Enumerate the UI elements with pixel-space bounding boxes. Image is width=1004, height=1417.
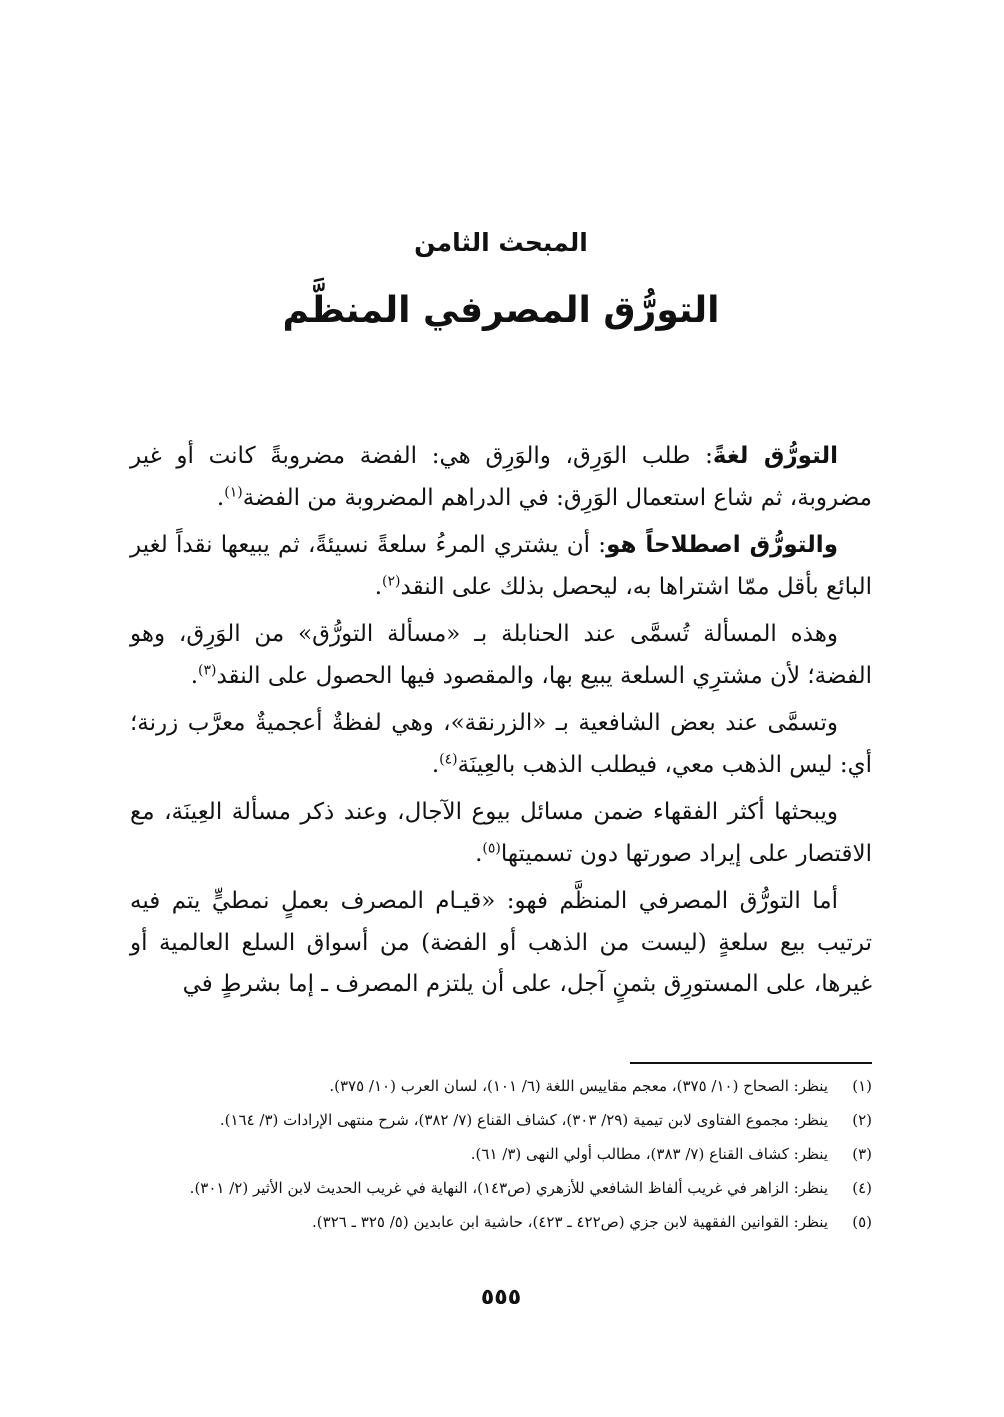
footnote-item: [130, 1174, 872, 1202]
paragraph-text: ويبحثها أكثر الفقهاء ضمن مسائل بيوع الآجال، وعند ذكر مسألة العِينَة، مع الاقتصار على إيراد صورتها دون تسميتها: [130, 799, 872, 867]
paragraph-5: [130, 792, 872, 875]
book-page: [130, 0, 872, 1417]
page-title: التورُّق المصرفي المنظَّم: [282, 290, 720, 331]
footnote-text: ينظر: الزاهر في غريب ألفاظ الشافعي للأزهري (ص١٤٣)، النهاية في غريب الحديث لابن الأثير (٢/ ٣٠١).: [189, 1179, 828, 1197]
footnote-text: ينظر: مجموع الفتاوى لابن تيمية (٢٩/ ٣٠٣)، كشاف القناع (٧/ ٣٨٢)، شرح منتهى الإرادات (٣/ ١٦٤).: [219, 1111, 828, 1129]
footnote-ref[interactable]: (٢): [382, 572, 401, 589]
paragraph-lead: والتورُّق اصطلاحاً هو: [606, 532, 838, 558]
footnote-ref[interactable]: (٤): [439, 750, 458, 767]
paragraph-lead: التورُّق لغةً: [712, 443, 838, 469]
footnote-item: [130, 1140, 872, 1168]
footnote-item: [130, 1072, 872, 1100]
section-label: المبحث الثامن: [414, 228, 588, 257]
footnote-text: ينظر: الصحاح (١٠/ ٣٧٥)، معجم مقاييس اللغة (٦/ ١٠١)، لسان العرب (١٠/ ٣٧٥).: [329, 1077, 828, 1095]
body-text: [130, 436, 872, 1012]
footnote-number: (٥): [852, 1213, 872, 1231]
paragraph-text: أما التورُّق المصرفي المنظَّم فهو: «قيـام المصرف بعملٍ نمطيٍّ يتم فيه ترتيب بيع سلعةٍ (ليست من الذهب أو الفضة) من أسواق السلع العالمية أو غيرها، على المستورِق بثمنٍ آجل، على أن يلتزم المصرف ـ إما بشرطٍ في: [130, 888, 872, 997]
paragraph-text: وتسمَّى عند بعض الشافعية بـ «الزرنقة»، وهي لفظةٌ أعجميةٌ معرَّب زرنة؛ أي: ليس الذهب معي، فيطلب الذهب بالعِينَة: [130, 710, 872, 778]
footnote-ref[interactable]: (٥): [482, 839, 501, 856]
footnote-ref[interactable]: (٣): [198, 661, 217, 678]
footnote-number: (٢): [852, 1111, 872, 1129]
footnote-number: (٣): [852, 1145, 872, 1163]
paragraph-end: .: [374, 573, 383, 600]
paragraph-text: : أن يشتري المرءُ سلعةً نسيئةً، ثم يبيعها نقداً لغير البائع بأقل ممّا اشتراها به، ليحصل بذلك على النقد: [130, 532, 872, 600]
paragraph-6: [130, 881, 872, 1006]
paragraph-2: [130, 525, 872, 608]
page-number: ٥٥٥: [480, 1285, 522, 1310]
footnote-number: (٤): [852, 1179, 872, 1197]
paragraph-end: .: [475, 840, 483, 867]
footnote-divider: [630, 1062, 872, 1064]
footnote-number: (١): [852, 1077, 872, 1095]
footnote-text: ينظر: كشاف القناع (٧/ ٣٨٣)، مطالب أولي النهى (٣/ ٦١).: [470, 1145, 828, 1163]
paragraph-end: .: [216, 484, 225, 511]
paragraph-text: : طلب الوَرِق، والوَرِق هي: الفضة مضروبةً كانت أو غير مضروبة، ثم شاع استعمال الوَرِق: في الدراهم المضروبة من الفضة: [130, 443, 872, 511]
footnote-item: [130, 1208, 872, 1236]
footnote-item: [130, 1106, 872, 1134]
paragraph-4: [130, 703, 872, 786]
paragraph-1: [130, 436, 872, 519]
paragraph-3: [130, 614, 872, 697]
paragraph-text: وهذه المسألة تُسمَّى عند الحنابلة بـ «مسألة التورُّق» من الوَرِق، وهو الفضة؛ لأن مشترِي السلعة يبيع بها، والمقصود فيها الحصول على النقد: [130, 621, 872, 689]
footnote-text: ينظر: القوانين الفقهية لابن جزي (ص٤٢٢ ـ ٤٢٣)، حاشية ابن عابدين (٥/ ٣٢٥ ـ ٣٢٦).: [312, 1213, 828, 1231]
footnote-ref[interactable]: (١): [224, 483, 243, 500]
paragraph-end: .: [431, 751, 440, 778]
footnotes: [130, 1072, 872, 1242]
paragraph-end: .: [190, 662, 199, 689]
